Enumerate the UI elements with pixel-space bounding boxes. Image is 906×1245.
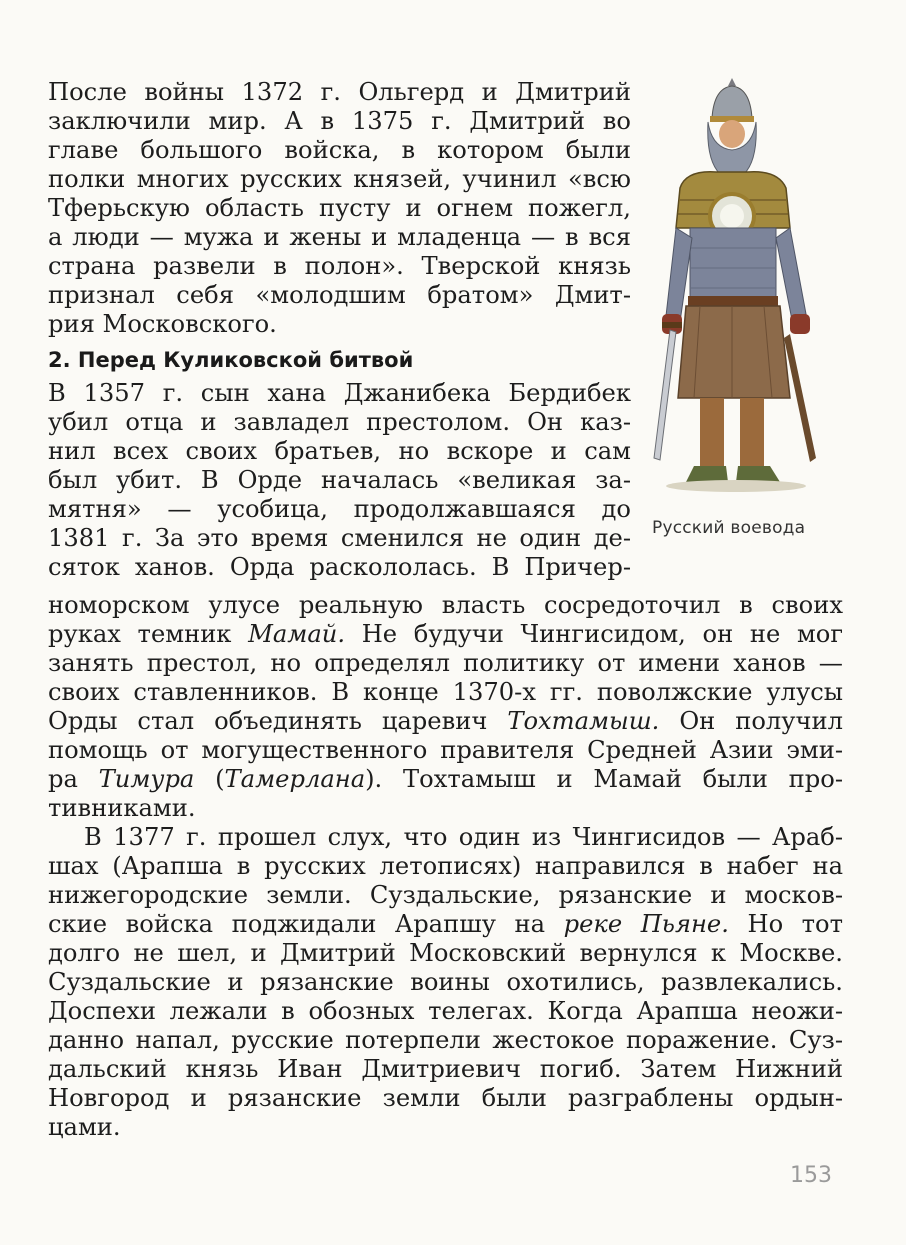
text-line: 1381 г. За это время сменился не один де- — [48, 524, 631, 552]
text-line: был убит. В Орде началась «великая за- — [48, 466, 631, 494]
text-line: ские войска поджидали Арапшу на реке Пьяне. Но тот — [48, 910, 843, 938]
text-line: В 1357 г. сын хана Джанибека Бердибек — [48, 379, 631, 407]
text-line: убил отца и завладел престолом. Он каз- — [48, 408, 631, 436]
text-line: дальский князь Иван Дмитриевич погиб. Затем Нижний — [48, 1055, 843, 1083]
text-line: Суздальские и рязанские воины охотились, развлекались. — [48, 968, 843, 996]
text-line: сяток ханов. Орда раскололась. В Причер- — [48, 553, 631, 581]
text-line: Тферьскую область пусту и огнем пожегл, — [48, 194, 631, 222]
text-line: После войны 1372 г. Ольгерд и Дмитрий — [48, 78, 631, 106]
text-line: мятня» — усобица, продолжавшаяся до — [48, 495, 631, 523]
text-line: нижегородские земли. Суздальские, рязанские и москов- — [48, 881, 843, 909]
text-line: главе большого войска, в котором были — [48, 136, 631, 164]
text-line: помощь от могущественного правителя Средней Азии эми- — [48, 736, 843, 764]
emphasis-term: Тимура — [98, 765, 195, 793]
text-line: Орды стал объединять царевич Тохтамыш. Он получил — [48, 707, 843, 735]
text-line: цами. — [48, 1113, 121, 1141]
narrow-text-column — [48, 78, 631, 582]
text-line: нил всех своих братьев, но вскоре и сам — [48, 437, 631, 465]
page-number: 153 — [790, 1163, 832, 1188]
text-line: ра Тимура (Тамерлана). Тохтамыш и Мамай были про- — [48, 765, 843, 793]
text-line: тивниками. — [48, 794, 196, 822]
text-line: номорском улусе реальную власть сосредоточил в своих — [48, 591, 843, 619]
text-line: Доспехи лежали в обозных телегах. Когда Арапша неожи- — [48, 997, 843, 1025]
text-line: Новгород и рязанские земли были разграблены ордын- — [48, 1084, 843, 1112]
emphasis-term: реке Пьяне. — [563, 910, 729, 938]
text-line: В 1377 г. прошел слух, что один из Чингисидов — Араб- — [84, 823, 843, 851]
text-line: руках темник Мамай. Не будучи Чингисидом, он не мог — [48, 620, 843, 648]
emphasis-term: Тамерлана — [224, 765, 366, 793]
text-line: полки многих русских князей, учинил «всю — [48, 165, 631, 193]
text-line: данно напал, русские потерпели жестокое поражение. Суз- — [48, 1026, 843, 1054]
text-line: признал себя «молодшим братом» Дмит- — [48, 281, 631, 309]
text-line: заключили мир. А в 1375 г. Дмитрий во — [48, 107, 631, 135]
text-line: своих ставленников. В конце 1370-х гг. поволжские улусы — [48, 678, 843, 706]
wide-text-column — [48, 591, 843, 1142]
section-heading: 2. Перед Куликовской битвой — [48, 348, 414, 372]
text-line: рия Московского. — [48, 310, 277, 338]
text-line: страна развели в полон». Тверской князь — [48, 252, 631, 280]
emphasis-term: Мамай. — [248, 620, 346, 648]
text-line: шах (Арапша в русских летописях) направился в набег на — [48, 852, 843, 880]
text-line: занять престол, но определял политику от имени ханов — — [48, 649, 843, 677]
illustration-caption: Русский воевода — [652, 518, 806, 538]
emphasis-term: Тохтамыш. — [507, 707, 660, 735]
warrior-illustration — [640, 78, 840, 498]
text-line: а люди — мужа и жены и младенца — в вся — [48, 223, 631, 251]
text-line: долго не шел, и Дмитрий Московский вернулся к Москве. — [48, 939, 843, 967]
